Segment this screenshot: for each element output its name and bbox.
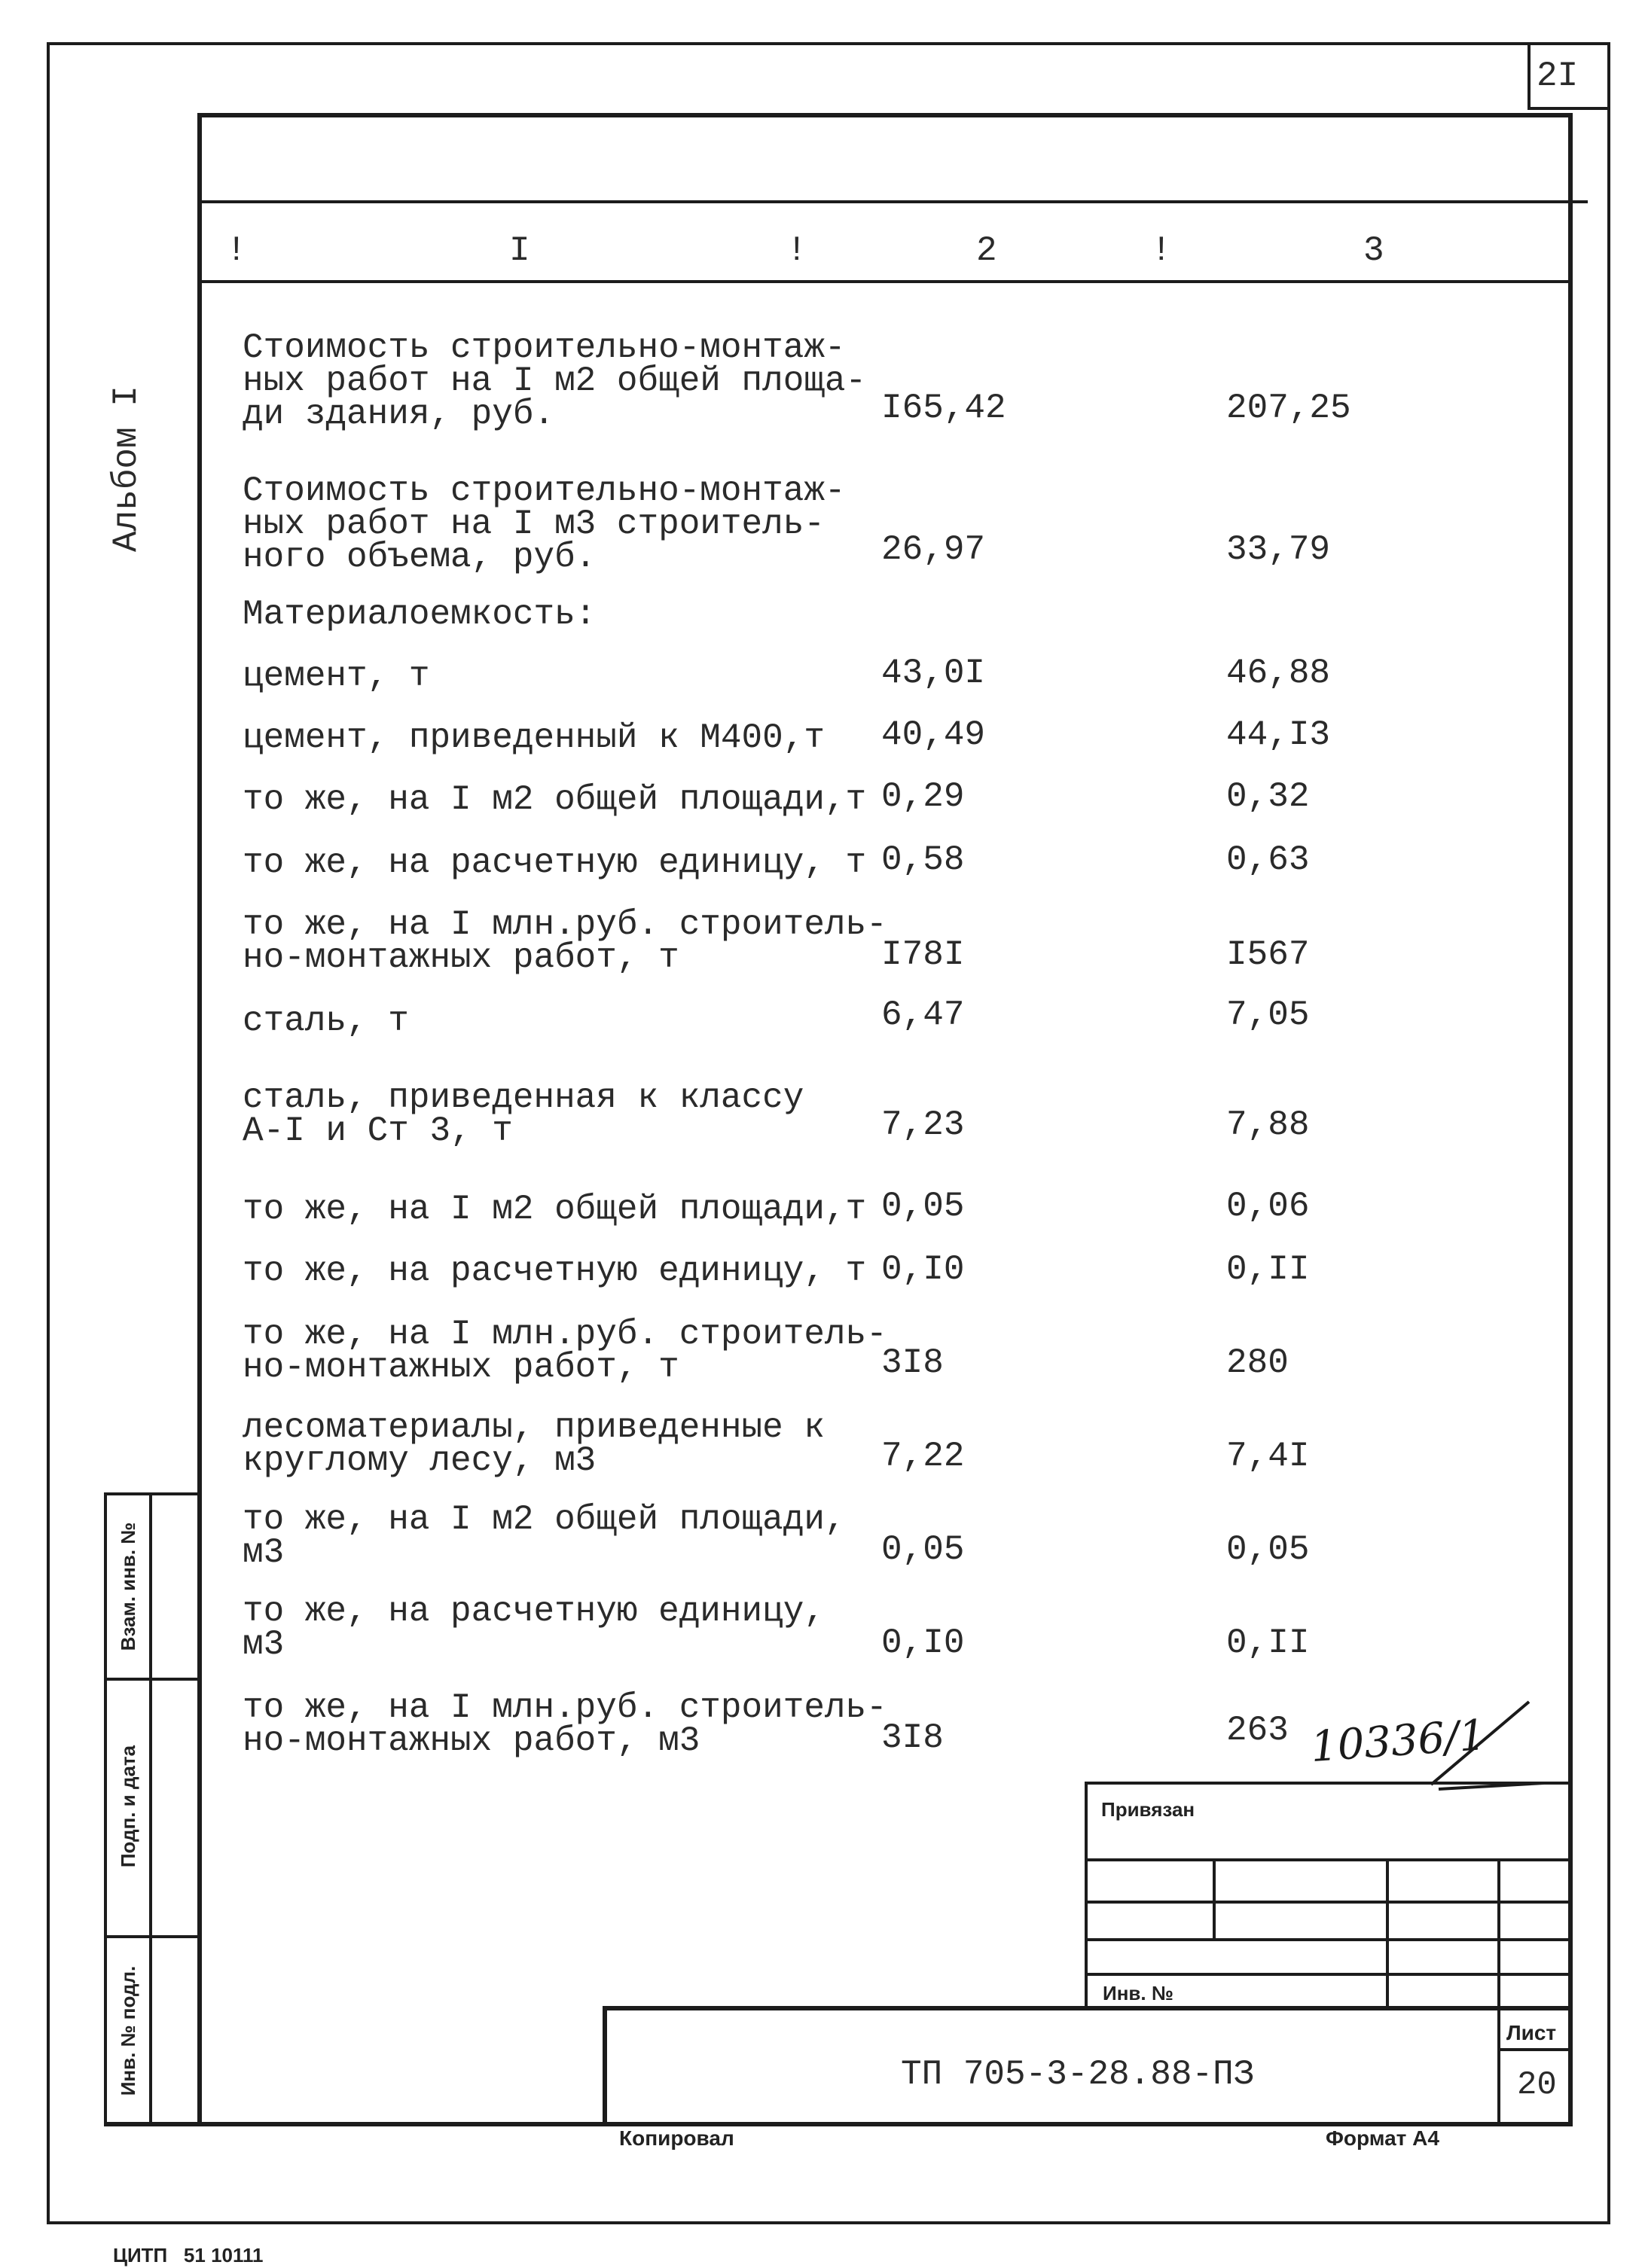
header-col-1: I — [509, 231, 530, 270]
main-frame-right — [1568, 113, 1573, 2126]
row-value-col2: I78I — [881, 935, 965, 974]
row-label: то же, на расчетную единицу, т — [243, 843, 867, 883]
row-value-col3: 7,88 — [1226, 1105, 1310, 1145]
stamp-top-line — [603, 2006, 1573, 2010]
stamp-left-line — [603, 2006, 607, 2126]
format-label: Формат А4 — [1326, 2126, 1439, 2150]
row-label: цемент, приведенный к М400,т — [243, 718, 825, 758]
privyazan-label: Привязан — [1101, 1798, 1195, 1821]
album-label: Альбом I — [107, 386, 146, 552]
row-value-col3: 0,32 — [1226, 777, 1310, 816]
row-label: то же, на I млн.руб. строитель- но-монтажных работ, т — [243, 1315, 887, 1387]
row-value-col3: 0,05 — [1226, 1530, 1310, 1569]
table-header-bottom-line — [202, 280, 1573, 283]
row-value-col2: 0,05 — [881, 1530, 965, 1569]
side-stamp-left — [104, 1492, 107, 2126]
side-stamp-line-2 — [104, 1935, 202, 1938]
row-label: лесоматериалы, приведенные к круглому лесу, м3 — [243, 1408, 825, 1480]
row-value-col2: 40,49 — [881, 715, 986, 754]
row-value-col3: 46,88 — [1226, 654, 1331, 693]
row-label: Стоимость строительно-монтаж- ных работ на I м2 общей площа- ди здания, руб. — [243, 328, 867, 434]
row-label: Стоимость строительно-монтаж- ных работ на I м3 строитель- ного объема, руб. — [243, 471, 846, 577]
outer-frame-right — [1607, 42, 1610, 2224]
copied-label: Копировал — [619, 2126, 734, 2150]
row-label: цемент, т — [243, 657, 430, 696]
privyazan-col-line-1 — [1213, 1858, 1216, 1941]
row-value-col2: I65,42 — [881, 389, 1006, 428]
row-label: то же, на I м2 общей площади,т — [243, 1190, 867, 1229]
inv-podl-label: Инв. № подл. — [117, 1965, 139, 2096]
main-frame-top — [197, 113, 1573, 117]
row-value-col3: I567 — [1226, 935, 1310, 974]
row-value-col2: 0,I0 — [881, 1623, 965, 1663]
document-code: ТП 705-3-28.88-ПЗ — [901, 2055, 1255, 2094]
row-label: сталь, т — [243, 1001, 409, 1041]
row-value-col3: 33,79 — [1226, 530, 1331, 569]
header-col-3: 3 — [1363, 231, 1384, 270]
row-value-col3: 7,4I — [1226, 1437, 1310, 1476]
podp-data-label: Подп. и дата — [117, 1745, 139, 1868]
row-value-col3: 263 — [1226, 1711, 1289, 1750]
row-label: то же, на I млн.руб. строитель- но-монтажных работ, м3 — [243, 1688, 887, 1760]
page-number-top: 2I — [1537, 56, 1579, 96]
row-value-col3: 44,I3 — [1226, 715, 1331, 754]
row-value-col2: 0,29 — [881, 777, 965, 816]
row-value-col2: 3I8 — [881, 1343, 944, 1382]
row-value-col3: 280 — [1226, 1343, 1289, 1382]
main-frame-left — [197, 113, 202, 2126]
side-stamp-line-1 — [104, 1678, 202, 1681]
side-stamp-top — [104, 1492, 202, 1495]
row-value-col3: 0,II — [1226, 1250, 1310, 1289]
privyazan-col-line-3 — [1497, 1858, 1500, 2009]
sheet-number: 20 — [1517, 2066, 1557, 2104]
inv-no-label: Инв. № — [1103, 1982, 1173, 2004]
row-value-col2: 0,58 — [881, 840, 965, 879]
vzam-inv-label: Взам. инв. № — [117, 1522, 139, 1651]
row-label: то же, на I м2 общей площади, м3 — [243, 1500, 846, 1572]
row-value-col3: 7,05 — [1226, 995, 1310, 1035]
header-sep-1: ! — [226, 231, 247, 270]
outer-frame-top — [47, 42, 1610, 45]
page-number-box-bottom — [1528, 107, 1609, 110]
header-sep-2: ! — [786, 231, 807, 270]
sheet-label: Лист — [1506, 2021, 1557, 2044]
outer-frame-bottom — [47, 2221, 1610, 2224]
row-value-col3: 0,06 — [1226, 1187, 1310, 1226]
stamp-sheet-divider — [1497, 2006, 1500, 2126]
header-col-2: 2 — [976, 231, 997, 270]
row-value-col2: 43,0I — [881, 654, 986, 693]
row-value-col2: 7,22 — [881, 1437, 965, 1476]
row-value-col2: 0,05 — [881, 1187, 965, 1226]
row-value-col2: 6,47 — [881, 995, 965, 1035]
table-header-top-line — [202, 200, 1588, 203]
row-value-col3: 0,63 — [1226, 840, 1310, 879]
row-label: то же, на I млн.руб. строитель- но-монтажных работ, т — [243, 905, 887, 977]
row-label: то же, на расчетную единицу, м3 — [243, 1592, 825, 1664]
privyazan-top-line — [1085, 1782, 1573, 1785]
side-stamp-divider — [149, 1492, 152, 2126]
row-label: сталь, приведенная к классу А-I и Ст 3, т — [243, 1078, 804, 1151]
row-value-col3: 207,25 — [1226, 389, 1351, 428]
handwritten-registration-number: 10336/1 — [1309, 1710, 1488, 1773]
outer-frame-left — [47, 42, 50, 2224]
row-value-col2: 3I8 — [881, 1718, 944, 1757]
row-value-col2: 26,97 — [881, 530, 986, 569]
org-code: ЦИТП 51 10111 — [113, 2244, 264, 2266]
row-label: Материалоемкость: — [243, 595, 597, 634]
row-value-col2: 0,I0 — [881, 1250, 965, 1289]
row-value-col3: 0,II — [1226, 1623, 1310, 1663]
row-label: то же, на I м2 общей площади,т — [243, 780, 867, 819]
page-number-box-left — [1528, 42, 1531, 108]
header-sep-3: ! — [1151, 231, 1172, 270]
row-value-col2: 7,23 — [881, 1105, 965, 1145]
row-label: то же, на расчетную единицу, т — [243, 1251, 867, 1291]
privyazan-col-line-2 — [1386, 1858, 1389, 2009]
stamp-sheet-label-line — [1497, 2048, 1573, 2051]
